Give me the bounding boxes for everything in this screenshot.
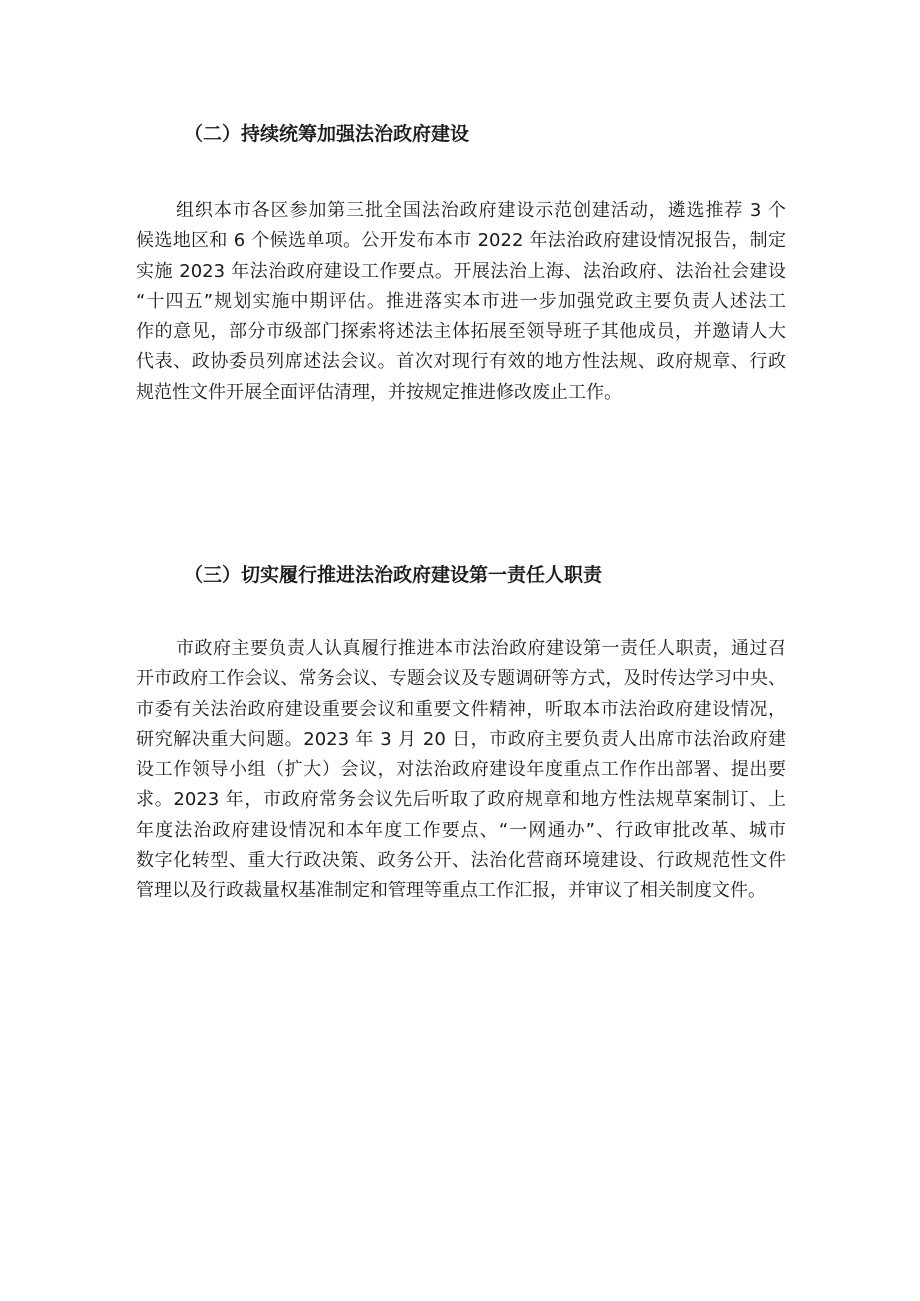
paragraph-line: 作的意见，部分市级部门探索将述法主体拓展至领导班子其他成员，并邀请人大: [136, 321, 786, 343]
paragraph-line: 开市政府工作会议、常务会议、专题会议及专题调研等方式，及时传达学习中央、: [136, 668, 786, 690]
section-paragraph-2: [136, 196, 786, 408]
paragraph-line: 候选地区和 6 个候选单项。公开发布本市 2022 年法治政府建设情况报告，制定: [136, 230, 786, 252]
section-paragraph-3: [136, 634, 786, 907]
paragraph-line: 市委有关法治政府建设重要会议和重要文件精神，听取本市法治政府建设情况，: [136, 698, 786, 720]
paragraph-line: “十四五”规划实施中期评估。推进落实本市进一步加强党政主要负责人述法工: [136, 290, 786, 312]
paragraph-line: 管理以及行政裁量权基准制定和管理等重点工作汇报，并审议了相关制度文件。: [136, 880, 766, 902]
paragraph-line: 设工作领导小组（扩大）会议，对法治政府建设年度重点工作作出部署、提出要: [136, 759, 786, 781]
paragraph-line: 市政府主要负责人认真履行推进本市法治政府建设第一责任人职责，通过召: [176, 638, 786, 659]
paragraph-line: 年度法治政府建设情况和本年度工作要点、“一网通办”、行政审批改革、城市: [136, 819, 786, 841]
paragraph-line: 代表、政协委员列席述法会议。首次对现行有效的地方性法规、政府规章、行政: [136, 351, 786, 373]
paragraph-line: 组织本市各区参加第三批全国法治政府建设示范创建活动，遴选推荐 3 个: [176, 200, 786, 221]
section-heading-3: （三）切实履行推进法治政府建设第一责任人职责: [184, 564, 603, 586]
paragraph-line: 求。2023 年，市政府常务会议先后听取了政府规章和地方性法规草案制订、上: [136, 789, 786, 811]
paragraph-line: 规范性文件开展全面评估清理，并按规定推进修改废止工作。: [136, 381, 622, 403]
paragraph-line: 实施 2023 年法治政府建设工作要点。开展法治上海、法治政府、法治社会建设: [136, 260, 786, 282]
section-heading-2: （二）持续统筹加强法治政府建设: [184, 123, 470, 145]
paragraph-line: 数字化转型、重大行政决策、政务公开、法治化营商环境建设、行政规范性文件: [136, 850, 786, 872]
paragraph-line: 研究解决重大问题。2023 年 3 月 20 日，市政府主要负责人出席市法治政府建: [136, 728, 786, 750]
